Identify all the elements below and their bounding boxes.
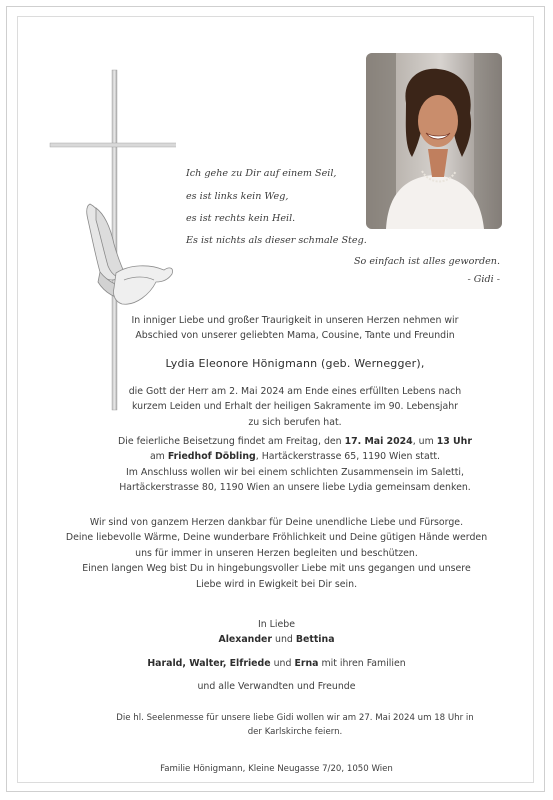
funeral-place: Friedhof Döbling [167, 451, 256, 463]
funeral-am: am [149, 451, 165, 463]
thanks-text [0, 515, 553, 592]
mourner-und: und [275, 634, 293, 646]
portrait-photo [366, 53, 502, 229]
funeral-pre: Die feierliche Beisetzung findet am Freitag, den [118, 436, 342, 447]
intro-text [60, 313, 530, 344]
death-notice [60, 384, 530, 430]
mourners-others: und alle Verwandten und Freunde [197, 681, 356, 693]
funeral-date: 17. Mai 2024 [344, 436, 413, 447]
deceased-name: Lydia Eleonore Hönigmann (geb. Wernegger), [165, 357, 425, 370]
mourners-line-2 [0, 656, 553, 671]
funeral-line-2 [60, 449, 530, 464]
thanks-line: Wir sind von ganzem Herzen dankbar für Deine unendliche Liebe und Fürsorge. [89, 517, 464, 528]
funeral-comma: , um [412, 436, 434, 447]
mourner-name: Alexander [218, 634, 273, 646]
mourners-line-1 [0, 632, 553, 647]
dove-icon [113, 266, 172, 304]
funeral-address: , Hartäckerstrasse 65, 1190 Wien statt. [255, 451, 441, 463]
poem-line: es ist links kein Weg, [186, 191, 289, 202]
mourner-und: und [273, 657, 292, 669]
mourners [0, 617, 553, 695]
thanks-line: Einen langen Weg bist Du in hingebungsvoller Liebe mit uns gegangen und unsere [82, 563, 471, 575]
death-line: kurzem Leiden und Erhalt der heiligen Sakramente im 90. Lebensjahr [131, 401, 458, 413]
funeral-info [60, 434, 530, 496]
mass-line: Die hl. Seelenmesse für unsere liebe Gidi wollen wir am 27. Mai 2024 um 18 Uhr in [116, 713, 474, 723]
poem-line: Es ist nichts als dieser schmale Steg. [186, 235, 367, 246]
thanks-line: Deine liebevolle Wärme, Deine wunderbare Fröhlichkeit und Deine gütigen Hände werden [65, 532, 488, 544]
funeral-line: Hartäckerstrasse 80, 1190 Wien an unsere liebe Lydia gemeinsam denken. [119, 482, 471, 494]
funeral-line-1 [60, 434, 530, 449]
mourner-name: Erna [294, 657, 319, 669]
intro-line: Abschied von unserer geliebten Mama, Cousine, Tante und Freundin [135, 330, 455, 342]
death-line: die Gott der Herr am 2. Mai 2024 am Ende eines erfüllten Lebens nach [128, 386, 462, 397]
death-line: zu sich berufen hat. [248, 416, 342, 428]
mass-info [60, 711, 530, 739]
thanks-line: Liebe wird in Ewigkeit bei Dir sein. [195, 578, 358, 590]
in-liebe: In Liebe [257, 619, 295, 630]
poem-line: es ist rechts kein Heil. [186, 213, 296, 224]
mourner-families: mit ihren Familien [321, 657, 406, 669]
intro-line: In inniger Liebe und großer Traurigkeit in unseren Herzen nehmen wir [131, 315, 459, 326]
family-address: Familie Hönigmann, Kleine Neugasse 7/20, 1050 Wien [160, 764, 393, 774]
mourner-name: Bettina [295, 634, 335, 646]
thanks-line: uns für immer in unseren Herzen begleiten und beschützen. [135, 547, 418, 559]
poem-line: So einfach ist alles geworden. [353, 256, 500, 267]
mourner-names: Harald, Walter, Elfriede [147, 657, 271, 669]
funeral-time: 13 Uhr [436, 436, 472, 447]
poem-line: Ich gehe zu Dir auf einem Seil, [186, 168, 337, 179]
mass-line: der Karlskirche feiern. [247, 727, 343, 737]
funeral-line: Im Anschluss wollen wir bei einem schlichten Zusammensein im Saletti, [126, 466, 464, 478]
poem-signature: - Gidi - [467, 274, 500, 285]
